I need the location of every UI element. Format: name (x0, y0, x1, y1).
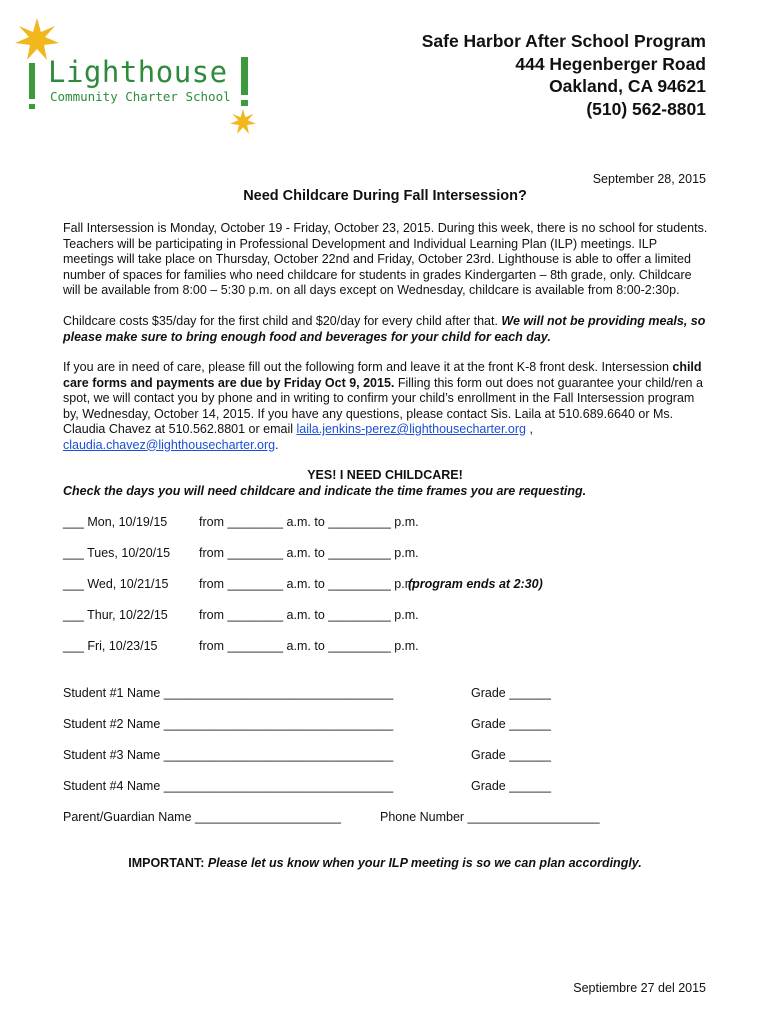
letter-date: September 28, 2015 (592, 172, 706, 186)
footer-date: Septiembre 27 del 2015 (573, 981, 706, 995)
city-address: Oakland, CA 94621 (549, 76, 706, 96)
form-heading: YES! I NEED CHILDCARE! (307, 468, 463, 482)
day-check[interactable]: ___ Thur, 10/22/15 (63, 608, 168, 622)
small-star-icon (230, 109, 256, 135)
form-instruction: Check the days you will need childcare and indicate the time frames you are requesting. (63, 484, 587, 498)
day-time[interactable]: from ________ a.m. to _________ p.m. (199, 639, 419, 653)
logo-left-bar (29, 63, 35, 99)
email-link-claudia[interactable]: claudia.chavez@lighthousecharter.org (63, 437, 276, 452)
day-time[interactable]: from ________ a.m. to _________ p.m. (199, 577, 419, 591)
instructions-text-a: If you are in need of care, please fill out the following form and leave it at the front K-8 front desk. Intersession (63, 360, 673, 374)
street-address: 444 Hegenberger Road (515, 53, 706, 74)
student-name-field[interactable]: Student #2 Name _________________________________ (63, 717, 394, 731)
letterhead (422, 30, 706, 120)
paragraph-instructions (63, 360, 711, 453)
logo-subtitle: Community Charter School (50, 89, 231, 104)
student-grade-field[interactable]: Grade ______ (471, 717, 551, 731)
day-check[interactable]: ___ Mon, 10/19/15 (63, 515, 168, 529)
day-check[interactable]: ___ Wed, 10/21/15 (63, 577, 169, 591)
student-name-field[interactable]: Student #3 Name _________________________________ (63, 748, 394, 762)
email-separator: , (525, 422, 533, 436)
important-note (0, 856, 770, 870)
page-title: Need Childcare During Fall Intersession? (243, 188, 527, 204)
paragraph-intro: Fall Intersession is Monday, October 19 - Friday, October 23, 2015. During this week, there is no school for students. Teachers will be participating in Professional Development and Individual Learning Plan (ILP) meetings. ILP meetings will take place on Thursday, October 22nd and Friday, October 23rd. Lighthouse is able to offer a limited number of spaces for families who need childcare for students in grades Kindergarten – 8th grade, only. Childcare will be available from 8:00 – 5:30 p.m. on all days except on Wednesday, childcare is available from 8:00-2:30p. (63, 221, 708, 297)
cost-text: Childcare costs $35/day for the first child and $20/day for every child after that. (63, 314, 502, 328)
phone-number: (510) 562-8801 (586, 98, 706, 119)
day-time[interactable]: from ________ a.m. to _________ p.m. (199, 515, 419, 529)
meals-notice: We will not be providing meals, so please make sure to bring enough food and beverages for your child for each day. (63, 314, 706, 344)
student-name-field[interactable]: Student #4 Name _________________________________ (63, 779, 394, 793)
logo-name: Lighthouse (48, 55, 228, 89)
sentence-end: . (275, 437, 279, 452)
program-name: Safe Harbor After School Program (421, 31, 706, 51)
paragraph-cost (63, 314, 711, 345)
important-text: Please let us know when your ILP meeting is so we can plan accordingly. (204, 856, 642, 870)
student-grade-field[interactable]: Grade ______ (471, 779, 551, 793)
parent-phone-field[interactable]: Phone Number ___________________ (380, 810, 600, 824)
wednesday-note: (program ends at 2:30) (408, 577, 543, 591)
logo-right-dot (241, 100, 248, 106)
student-grade-field[interactable]: Grade ______ (471, 748, 551, 762)
important-label: IMPORTANT: (128, 856, 205, 870)
student-grade-field[interactable]: Grade ______ (471, 686, 551, 700)
logo-left-dot (29, 104, 35, 109)
instructions-text-b: Filling this form out does not guarantee your child/ren a spot, we will contact you by phone and in writing to confirm your child’s enrollment in the Fall Intersession program by, Wednesday, October 14, 2015. If you have any questions, please contact Sis. Laila at 510.689.6640 or Ms. Claudia Chavez at 510.562.8801 or email (63, 375, 703, 436)
day-time[interactable]: from ________ a.m. to _________ p.m. (199, 608, 419, 622)
day-check[interactable]: ___ Fri, 10/23/15 (63, 639, 158, 653)
parent-name-field[interactable]: Parent/Guardian Name _____________________ (63, 810, 342, 824)
day-check[interactable]: ___ Tues, 10/20/15 (63, 546, 171, 560)
student-name-field[interactable]: Student #1 Name _________________________________ (63, 686, 394, 700)
email-link-laila[interactable]: laila.jenkins-perez@lighthousecharter.org (296, 422, 526, 436)
due-date-notice: child care forms and payments are due by Friday Oct 9, 2015. (63, 360, 702, 390)
logo-right-bar (241, 57, 248, 95)
day-time[interactable]: from ________ a.m. to _________ p.m. (199, 546, 419, 560)
